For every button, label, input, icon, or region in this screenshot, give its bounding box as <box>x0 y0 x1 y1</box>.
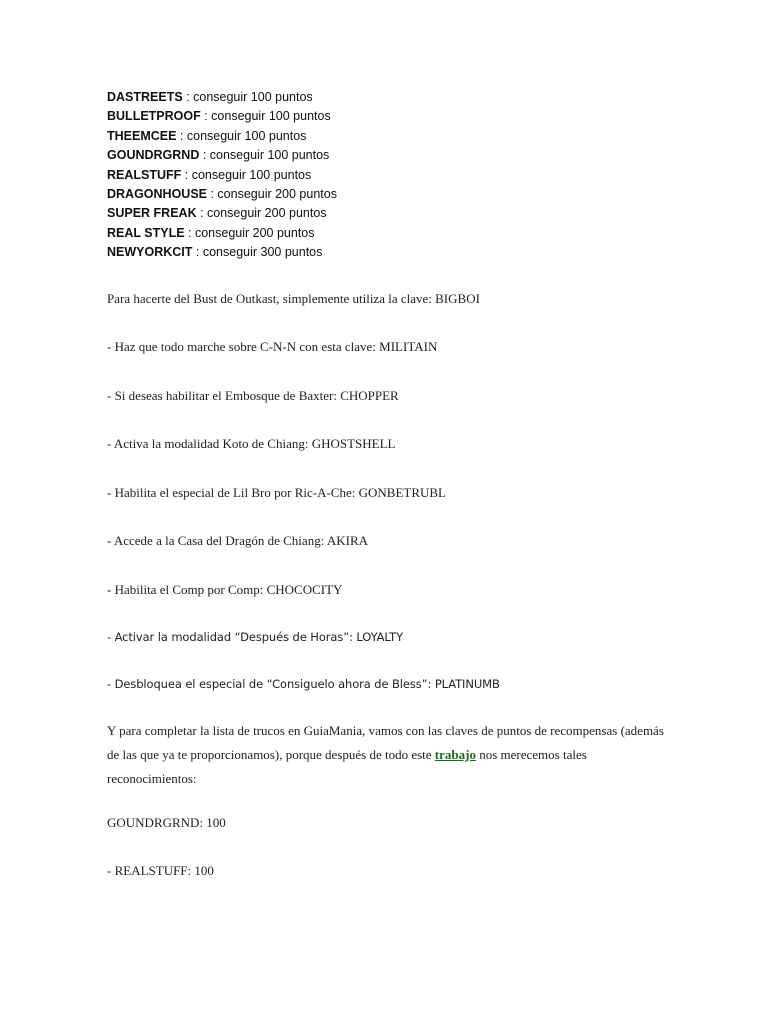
code-description: : conseguir 100 puntos <box>199 148 330 163</box>
cheat-line: - Activar la modalidad “Después de Horas”: LOYALTY <box>107 630 404 645</box>
code-description: : conseguir 200 puntos <box>207 187 337 202</box>
document-body <box>107 88 667 879</box>
cheat-line: - Habilita el especial de Lil Bro por Ric-A-Che: GONBETRUBL <box>107 484 447 500</box>
code-name: DRAGONHOUSE <box>107 187 208 202</box>
code-name: THEEMCEE <box>107 128 177 143</box>
closing-text-start: Y para completar la lista de trucos en GuiaMania, vamos con las claves de puntos de recompensas (además de las que ya te proporcionamos), porque después de todo este <box>107 722 664 762</box>
cheat-line: - Accede a la Casa del Dragón de Chiang: AKIRA <box>107 533 369 549</box>
list-item <box>107 185 667 204</box>
code-description: : conseguir 100 puntos <box>200 109 331 124</box>
cheat-line: - Habilita el Comp por Comp: CHOCOCITY <box>107 581 343 597</box>
code-name: NEWYORKCIT <box>107 245 193 260</box>
code-description: : conseguir 200 puntos <box>196 206 327 221</box>
closing-text-end: nos merecemos tales reconocimientos: <box>107 746 587 786</box>
code-description: : conseguir 100 puntos <box>181 167 312 182</box>
code-name: SUPER FREAK <box>107 206 197 221</box>
list-item <box>107 243 667 262</box>
cheat-line: - Si deseas habilitar el Embosque de Baxter: CHOPPER <box>107 387 399 403</box>
trabajo-link[interactable]: trabajo <box>434 746 476 762</box>
list-item <box>107 166 667 185</box>
list-item <box>107 224 667 243</box>
list-item <box>107 107 667 126</box>
list-item <box>107 204 667 223</box>
code-list <box>107 88 667 263</box>
code-description: : conseguir 200 puntos <box>184 225 315 240</box>
code-name: BULLETPROOF <box>107 109 201 124</box>
cheat-line: - Activa la modalidad Koto de Chiang: GHOSTSHELL <box>107 436 396 452</box>
intro-paragraph: Para hacerte del Bust de Outkast, simplemente utiliza la clave: BIGBOI <box>107 290 480 306</box>
list-item <box>107 146 667 165</box>
code-name: REAL STYLE <box>107 225 185 240</box>
code-name: GOUNDRGRND <box>107 148 200 163</box>
code-description: : conseguir 100 puntos <box>176 128 307 143</box>
list-item <box>107 88 667 107</box>
reward-line: GOUNDRGRND: 100 <box>107 814 226 830</box>
closing-paragraph <box>107 719 667 791</box>
cheat-line: - Desbloquea el especial de “Consiguelo ahora de Bless”: PLATINUMB <box>107 676 500 691</box>
reward-line: - REALSTUFF: 100 <box>107 863 214 879</box>
code-name: DASTREETS <box>107 90 183 104</box>
code-description: : conseguir 300 puntos <box>192 245 323 260</box>
cheat-line: - Haz que todo marche sobre C-N-N con esta clave: MILITAIN <box>107 339 438 355</box>
code-description: : conseguir 100 puntos <box>182 90 313 104</box>
list-item <box>107 127 667 146</box>
code-name: REALSTUFF <box>107 167 182 182</box>
